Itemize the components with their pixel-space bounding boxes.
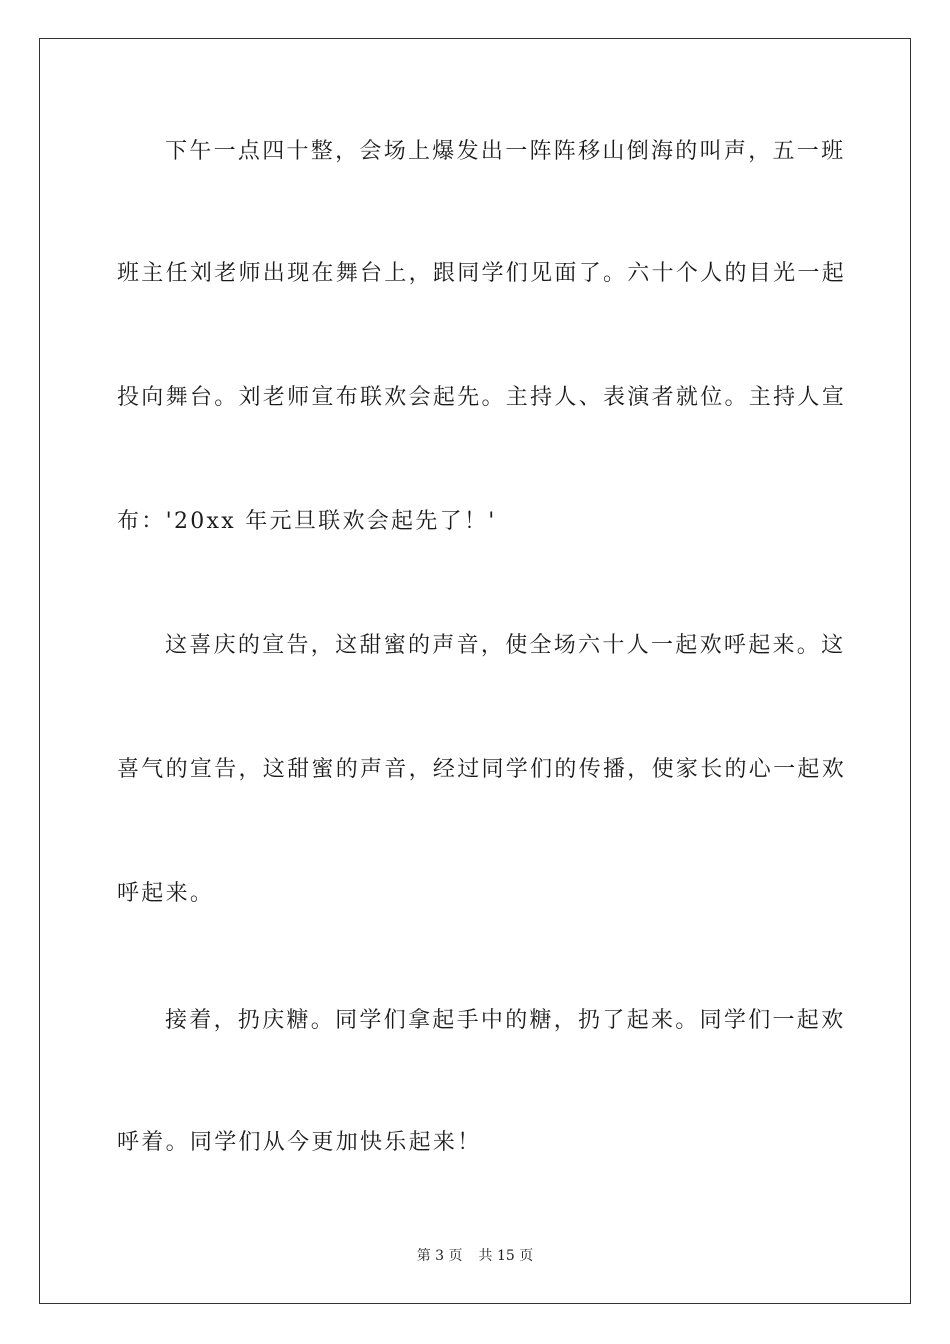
paragraph-2-line-3: 呼起来。 <box>117 881 215 906</box>
paragraph-1-line-4: 布：'20xx 年元旦联欢会起先了！' <box>117 509 497 534</box>
paragraph-1-line-2: 班主任刘老师出现在舞台上，跟同学们见面了。六十个人的目光一起 <box>117 261 847 286</box>
page-footer <box>0 1246 950 1266</box>
paragraph-3-line-1: 接着，扔庆糖。同学们拿起手中的糖，扔了起来。同学们一起欢 <box>165 1008 846 1033</box>
paragraph-1-line-3: 投向舞台。刘老师宣布联欢会起先。主持人、表演者就位。主持人宣 <box>117 385 847 410</box>
page-total: 共 15 页 <box>478 1248 534 1264</box>
page-number: 第 3 页 <box>416 1248 463 1264</box>
paragraph-3-line-2: 呼着。同学们从今更加快乐起来！ <box>117 1130 482 1155</box>
paragraph-2-line-2: 喜气的宣告，这甜蜜的声音，经过同学们的传播，使家长的心一起欢 <box>117 757 847 782</box>
paragraph-2-line-1: 这喜庆的宣告，这甜蜜的声音，使全场六十人一起欢呼起来。这 <box>165 633 846 658</box>
page-border <box>39 38 911 1304</box>
paragraph-1-line-1: 下午一点四十整，会场上爆发出一阵阵移山倒海的叫声，五一班 <box>165 139 846 164</box>
